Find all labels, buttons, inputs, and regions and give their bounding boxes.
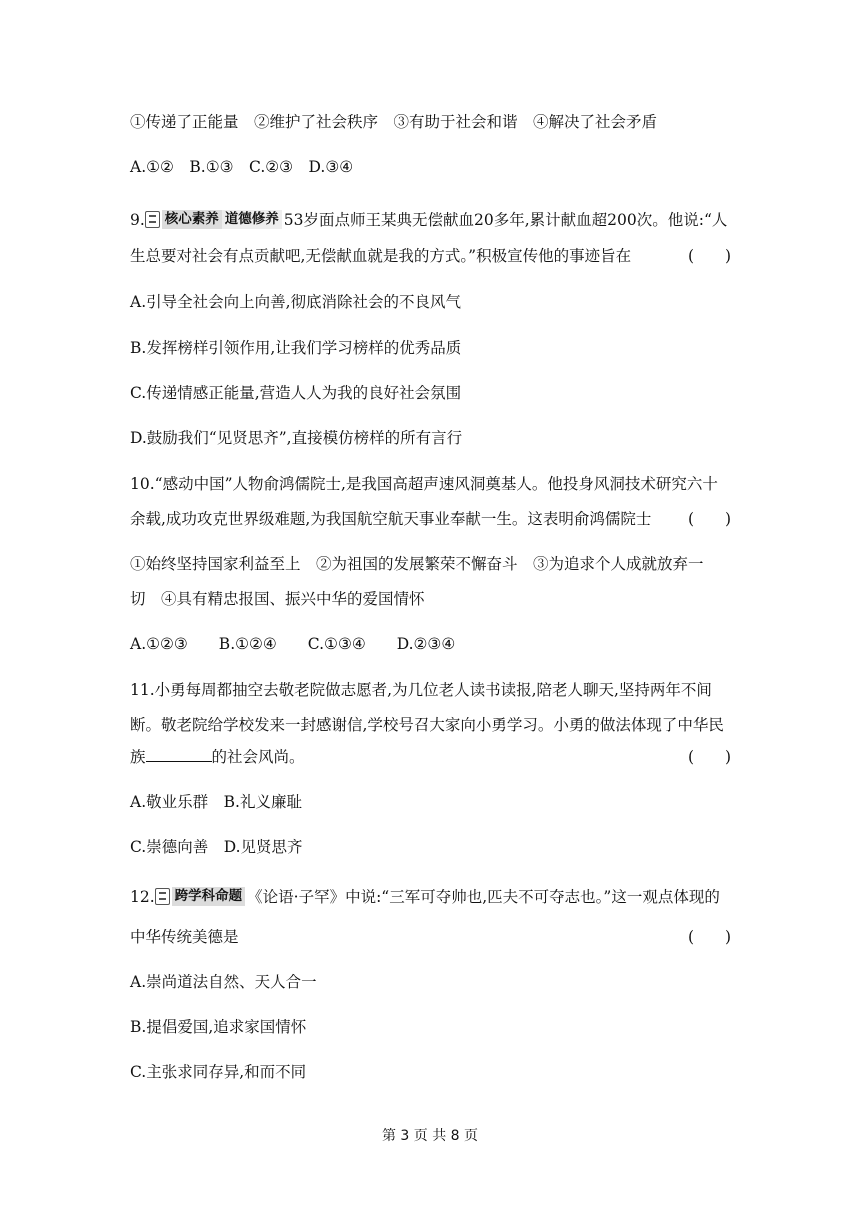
book-icon	[155, 888, 170, 905]
q11-stem-line2: 断。敬老院给学校发来一封感谢信,学校号召大家向小勇学习。小勇的做法体现了中华民	[130, 716, 724, 734]
q10-stem-line2: 余载,成功攻克世界级难题,为我国航空航天事业奉献一生。这表明俞鸿儒院士	[130, 510, 652, 528]
q9-stem-text: 53岁面点师王某典无偿献血20多年,累计献血超200次。他说:“人	[283, 211, 728, 229]
q11-choices-line2: C.崇德向善 D.见贤思齐	[130, 838, 303, 856]
q9-option-c: C.传递情感正能量,营造人人为我的良好社会氛围	[130, 384, 462, 402]
q9-number: 9.	[130, 211, 145, 229]
q12-stem-text: 《论语·子罕》中说:“三军可夺帅也,匹夫不可夺志也。”这一观点体现的	[247, 888, 720, 906]
q10-options-line2: 切 ④具有精忠报国、振兴中华的爱国情怀	[130, 590, 425, 608]
core-literacy-tag-label: 核心素养	[162, 210, 222, 229]
fill-in-blank	[146, 747, 212, 762]
book-icon	[145, 211, 160, 228]
q11-answer-paren: ( )	[688, 748, 732, 766]
q9-stem-line1	[130, 209, 727, 231]
q12-option-a: A.崇尚道法自然、天人合一	[130, 973, 317, 991]
q10-choices: A.①②③ B.①②④ C.①③④ D.②③④	[130, 635, 456, 653]
q9-option-a: A.引导全社会向上向善,彻底消除社会的不良风气	[130, 293, 462, 311]
moral-cultivation-tag-label: 道德修养	[222, 210, 282, 229]
q12-option-c: C.主张求同存异,和而不同	[130, 1063, 307, 1081]
q10-answer-paren: ( )	[688, 510, 732, 528]
q12-stem-line1	[130, 886, 720, 908]
interdisciplinary-tag	[155, 887, 246, 906]
q11-stem-line3	[130, 746, 305, 768]
q8-choices: A.①② B.①③ C.②③ D.③④	[130, 158, 354, 176]
q9-stem-line2: 生总要对社会有点贡献吧,无偿献血就是我的方式。”积极宣传他的事迹旨在	[130, 247, 632, 265]
q12-option-b: B.提倡爱国,追求家国情怀	[130, 1018, 307, 1036]
q9-option-b: B.发挥榜样引领作用,让我们学习榜样的优秀品质	[130, 339, 462, 357]
page-footer: 第 3 页 共 8 页	[381, 1128, 479, 1144]
q10-stem-line1: 10.“感动中国”人物俞鸿儒院士,是我国高超声速风洞奠基人。他投身风洞技术研究六十	[130, 475, 718, 493]
q9-answer-paren: ( )	[688, 247, 732, 265]
core-literacy-tag	[145, 210, 282, 229]
q11-stem-line1: 11.小勇每周都抽空去敬老院做志愿者,为几位老人读书读报,陪老人聊天,坚持两年不间	[130, 681, 712, 699]
q10-options-line1: ①始终坚持国家利益至上 ②为祖国的发展繁荣不懈奋斗 ③为追求个人成就放弃一	[130, 555, 704, 573]
q12-number: 12.	[130, 888, 155, 906]
q11-line3-suffix: 的社会风尚。	[211, 748, 305, 766]
q12-answer-paren: ( )	[688, 928, 732, 946]
q9-option-d: D.鼓励我们“见贤思齐”,直接模仿榜样的所有言行	[130, 429, 463, 447]
interdisciplinary-tag-label: 跨学科命题	[172, 887, 246, 906]
q11-choices-line1: A.敬业乐群 B.礼义廉耻	[130, 793, 302, 811]
q12-stem-line2: 中华传统美德是	[130, 928, 239, 946]
q8-options-line: ①传递了正能量 ②维护了社会秩序 ③有助于社会和谐 ④解决了社会矛盾	[130, 113, 658, 131]
q11-line3-prefix: 族	[130, 748, 146, 766]
